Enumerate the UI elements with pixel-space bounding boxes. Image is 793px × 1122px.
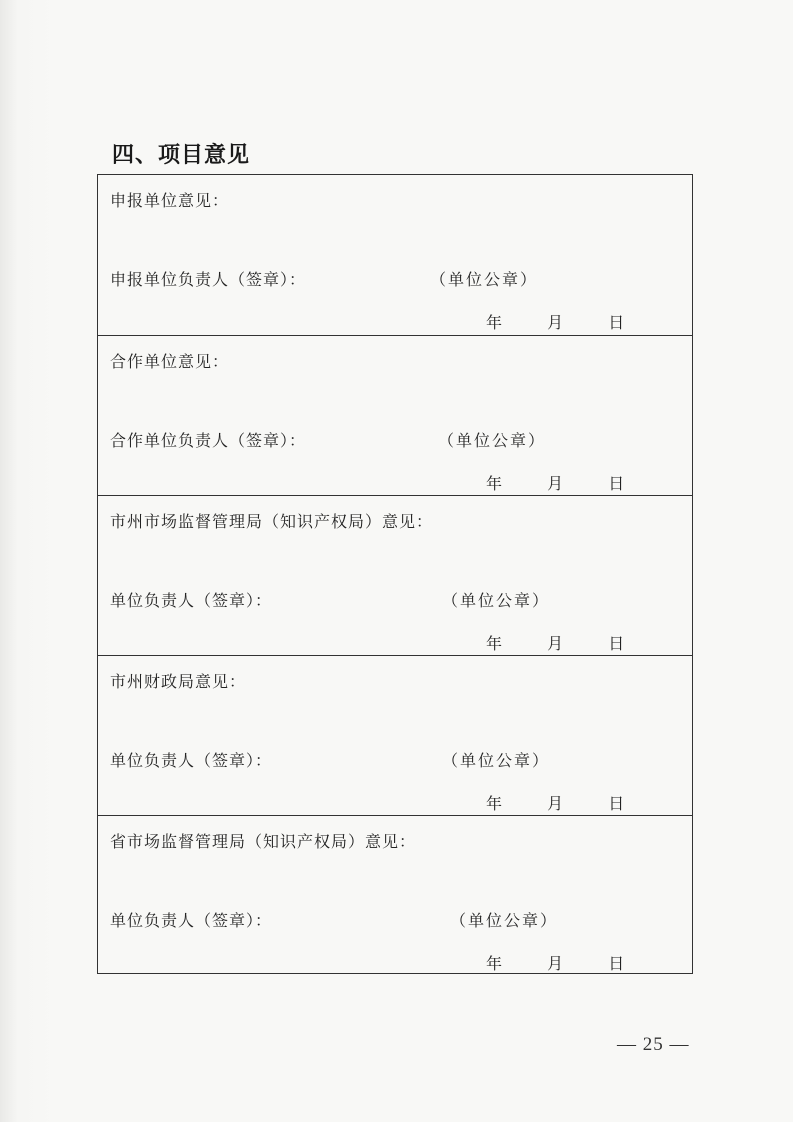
day-label: 日 — [608, 634, 625, 653]
year-label: 年 — [486, 313, 503, 332]
opinion-label: 市州市场监督管理局（知识产权局）意见： — [110, 512, 434, 531]
opinion-block-province-market-regulation — [98, 815, 692, 975]
date-row — [486, 471, 624, 494]
signer-label: 合作单位负责人（签章）： — [110, 431, 307, 450]
opinion-block-city-finance — [98, 655, 692, 815]
signer-label: 单位负责人（签章）： — [110, 591, 273, 610]
opinion-block-partner — [98, 335, 692, 495]
seal-label: （单位公章） — [442, 591, 551, 610]
date-row — [486, 791, 624, 814]
month-label: 月 — [547, 474, 564, 493]
day-label: 日 — [608, 474, 625, 493]
section-title: 四、项目意见 — [112, 143, 251, 168]
seal-label: （单位公章） — [438, 431, 547, 450]
opinion-label: 合作单位意见： — [110, 352, 230, 371]
opinion-form-table — [97, 174, 693, 974]
date-row — [486, 631, 624, 654]
month-label: 月 — [547, 794, 564, 813]
opinion-block-applicant — [98, 175, 692, 335]
seal-label: （单位公章） — [430, 270, 539, 289]
month-label: 月 — [547, 634, 564, 653]
signer-label: 单位负责人（签章）： — [110, 911, 273, 930]
opinion-label: 省市场监督管理局（知识产权局）意见： — [110, 832, 417, 851]
year-label: 年 — [486, 634, 503, 653]
year-label: 年 — [486, 474, 503, 493]
opinion-label: 市州财政局意见： — [110, 672, 247, 691]
opinion-label: 申报单位意见： — [110, 191, 230, 210]
opinion-block-city-market-regulation — [98, 495, 692, 655]
month-label: 月 — [547, 313, 564, 332]
seal-label: （单位公章） — [442, 751, 551, 770]
page-number: — 25 — — [617, 1034, 690, 1055]
day-label: 日 — [608, 313, 625, 332]
year-label: 年 — [486, 794, 503, 813]
year-label: 年 — [486, 954, 503, 973]
date-row — [486, 310, 624, 333]
date-row — [486, 951, 624, 974]
day-label: 日 — [608, 794, 625, 813]
signer-label: 申报单位负责人（签章）： — [110, 270, 307, 289]
month-label: 月 — [547, 954, 564, 973]
seal-label: （单位公章） — [450, 911, 559, 930]
signer-label: 单位负责人（签章）： — [110, 751, 273, 770]
day-label: 日 — [608, 954, 625, 973]
